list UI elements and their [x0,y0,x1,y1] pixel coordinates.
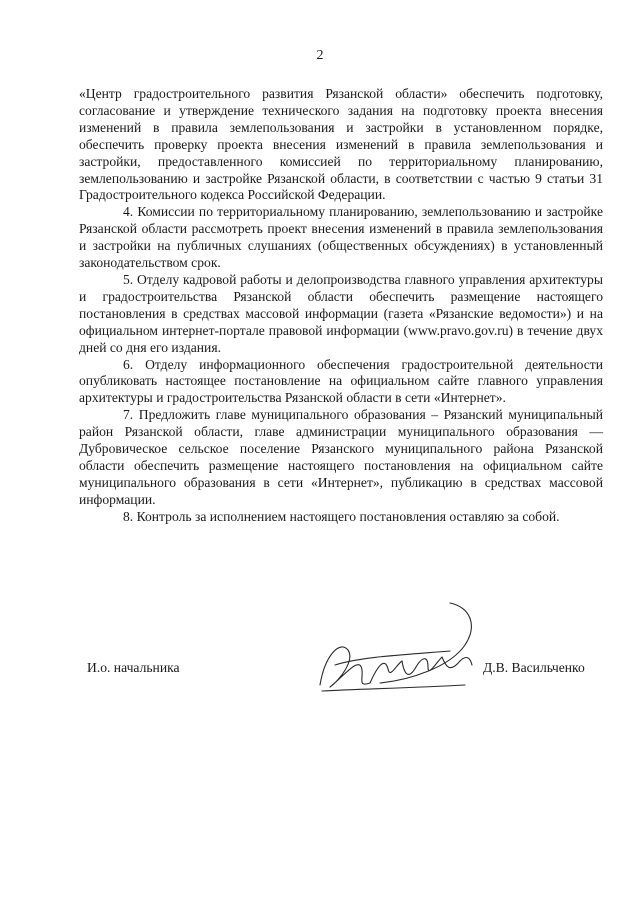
signatory-name: Д.В. Васильченко [483,660,585,675]
paragraph-3-continuation: «Центр градостроительного развития Рязанской области» обеспечить подготовку, согласование и утверждение технического задания на подготовку проекта внесения изменений в правила землепользования и застройки в установленном порядке, обеспечить проверку проекта внесения изменений в правила землепользования и застройки, предоставленного комиссией по территориальному планированию, землепользованию и застройке Рязанской области, в соответствии с частью 9 статьи 31 Градостроительного кодекса Российской Федерации. [79,86,603,203]
document-body [79,86,603,526]
paragraph-4: 4. Комиссии по территориальному планированию, землепользованию и застройке Рязанской области рассмотреть проект внесения изменений в правила землепользования и застройки на публичных слушаниях (общественных обсуждениях) в установленный законодательством срок. [79,204,603,271]
paragraph-7: 7. Предложить главе муниципального образования – Рязанский муниципальный район Рязанской области, главе администрации муниципального образования — Дубровическое сельское поселение Рязанского муниципального района Рязанской области обеспечить размещение настоящего постановления на официальном сайте муниципального образования в сети «Интернет», публикацию в средствах массовой информации. [79,407,603,507]
page-number: 2 [316,48,324,63]
handwritten-signature [300,595,490,705]
paragraph-6: 6. Отделу информационного обеспечения градостроительной деятельности опубликовать настоящее постановление на официальном сайте главного управления архитектуры и градостроительства Рязанской области в сети «Интернет». [79,356,603,406]
paragraph-8: 8. Контроль за исполнением настоящего постановления оставляю за собой. [123,508,560,524]
paragraph-5: 5. Отделу кадровой работы и делопроизводства главного управления архитектуры и градостроительства Рязанской области обеспечить размещение настоящего постановления в средствах массовой информации (газета «Рязанские ведомости») и на официальном интернет-портале правовой информации (www.pravo.gov.ru) в течение двух дней со дня его издания. [79,271,603,355]
signatory-title: И.о. начальника [87,660,180,675]
